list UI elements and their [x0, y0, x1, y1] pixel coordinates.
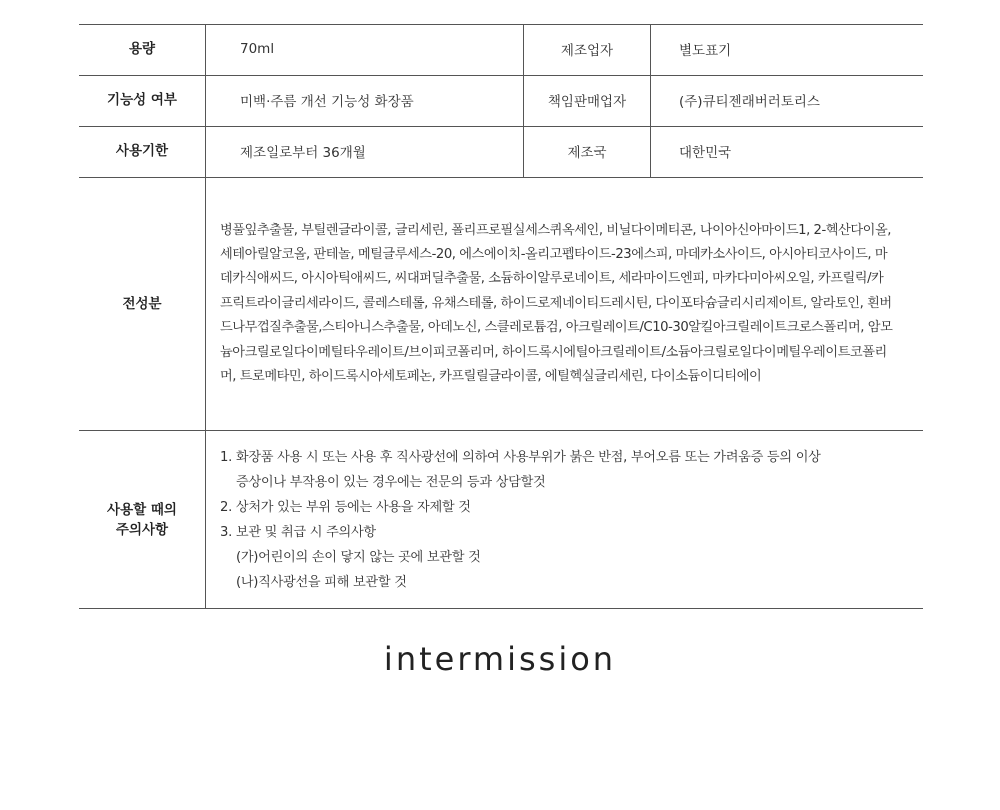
capacity-label: 용량 [79, 25, 206, 75]
expiry-label: 사용기한 [79, 127, 206, 177]
caution-item: (가)어린이의 손이 닿지 않는 곳에 보관할 것 [236, 549, 481, 565]
row-functional [79, 76, 923, 127]
responsible-seller-value: (주)큐티젠래버러토리스 [679, 94, 820, 110]
caution-item: 2. 상처가 있는 부위 등에는 사용을 자제할 것 [220, 499, 471, 515]
brand-logo-wordmark [384, 640, 616, 678]
ingredients-value: 병풀잎추출물, 부틸렌글라이콜, 글리세린, 폴리프로필실세스퀴옥세인, 비닐다이메티콘, 나이아신아마이드1, 2-헥산다이올, 세테아릴알코올, 판테놀, 메틸글루세스-20, 에스에이치-올리고펩타이드-23에스피, 마데카소사이드, 아시아티코사이드, 마데카식애씨드, 아시아틱애씨드, 씨대퍼딜추출물, 소듐하이알루로네이트, 세라마이드엔피, 마카다미아씨오일, 카프릴릭/카프릭트라이글리세라이드, 콜레스테롤, 유채스테롤, 하이드로제네이티드레시틴, 다이포타슘글리시리제이트, 알라토인, 흰버드나무껍질추출물,스티아니스추출물, 아데노신, 스클레로튬검, 아크릴레이트/C10-30알킬아크릴레이트크로스폴리머, 암모늄아크릴로일다이메틸타우레이트/브이피코폴리머, 하이드록시에틸아크릴레이트/소듐아크릴로일다이메틸우레이트코폴리머, 트로메타민, 하이드록시아세토페논, 카프릴릴글라이콜, 에틸헥실글리세린, 다이소듐이디티에이 [220, 222, 893, 385]
cautions-label [79, 431, 206, 608]
cautions-list [206, 431, 923, 608]
row-capacity [79, 25, 923, 76]
country-value: 대한민국 [679, 145, 732, 161]
brand-name: intermission [383, 640, 617, 678]
caution-item: 3. 보관 및 취급 시 주의사항 [220, 524, 376, 540]
caution-item: 증상이나 부작용이 있는 경우에는 전문의 등과 상담할것 [236, 474, 546, 490]
caution-item: 1. 화장품 사용 시 또는 사용 후 직사광선에 의하여 사용부위가 붉은 반점, 부어오름 또는 가려움증 등의 이상 [220, 449, 821, 465]
capacity-value: 70ml [206, 25, 524, 75]
caution-item: (나)직사광선을 피해 보관할 것 [236, 574, 407, 590]
responsible-seller-label: 책임판매업자 [524, 76, 651, 126]
row-ingredients [79, 178, 923, 431]
expiry-value: 제조일로부터 36개월 [206, 127, 524, 177]
cautions-label-line2: 주의사항 [115, 521, 169, 538]
manufacturer-value: 별도표기 [679, 43, 732, 59]
row-cautions [79, 431, 923, 609]
functional-label: 기능성 여부 [79, 76, 206, 126]
country-label: 제조국 [524, 127, 651, 177]
product-info-table [79, 24, 923, 609]
row-expiry [79, 127, 923, 178]
functional-value: 미백·주름 개선 기능성 화장품 [206, 76, 524, 126]
manufacturer-label: 제조업자 [524, 25, 651, 75]
cautions-label-line1: 사용할 때의 [107, 501, 177, 518]
ingredients-label: 전성분 [79, 178, 206, 430]
brand-logo [0, 640, 1000, 678]
